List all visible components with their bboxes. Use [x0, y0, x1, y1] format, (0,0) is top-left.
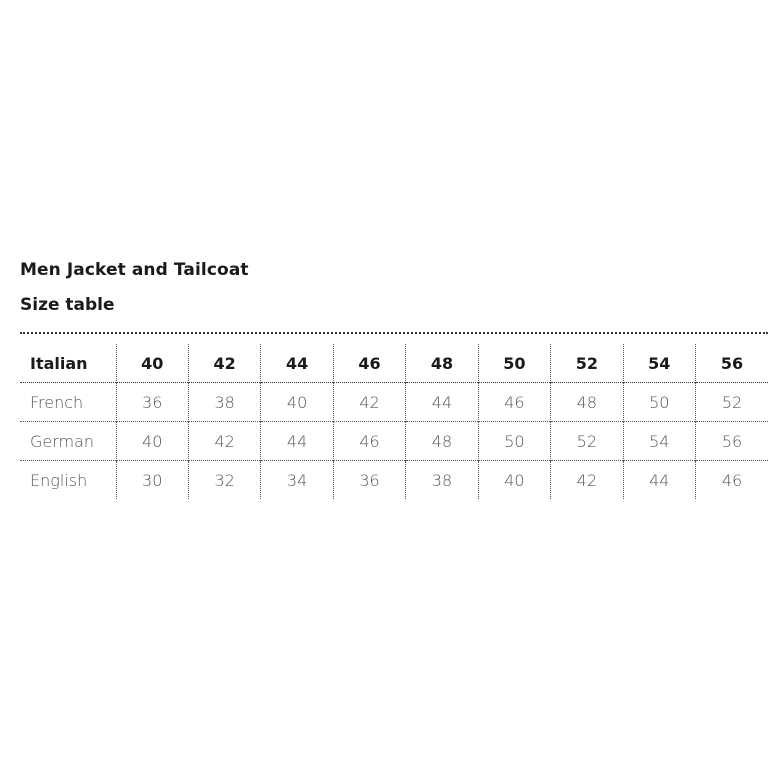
header-cell: 46	[333, 344, 405, 383]
table-cell: 48	[551, 383, 623, 422]
table-cell: 36	[333, 461, 405, 500]
header-cell: 48	[406, 344, 478, 383]
table-row	[20, 422, 768, 461]
page-title: Men Jacket and Tailcoat	[20, 260, 249, 280]
table-cell: 54	[623, 422, 695, 461]
row-label: German	[20, 422, 116, 461]
table-cell: 46	[478, 383, 550, 422]
dotted-divider	[20, 332, 768, 334]
header-cell: 40	[116, 344, 188, 383]
table-cell: 34	[261, 461, 333, 500]
table-cell: 48	[406, 422, 478, 461]
table-cell: 40	[261, 383, 333, 422]
table-cell: 56	[696, 422, 768, 461]
table-cell: 40	[478, 461, 550, 500]
table-cell: 32	[188, 461, 260, 500]
table-cell: 52	[551, 422, 623, 461]
size-table	[20, 344, 768, 499]
header-cell: 54	[623, 344, 695, 383]
table-cell: 52	[696, 383, 768, 422]
table-row	[20, 461, 768, 500]
table-cell: 42	[551, 461, 623, 500]
table-cell: 38	[188, 383, 260, 422]
table-cell: 44	[406, 383, 478, 422]
header-cell: 42	[188, 344, 260, 383]
table-cell: 38	[406, 461, 478, 500]
page-subtitle: Size table	[20, 295, 115, 315]
table-cell: 42	[333, 383, 405, 422]
table-cell: 50	[478, 422, 550, 461]
table-row	[20, 383, 768, 422]
table-cell: 30	[116, 461, 188, 500]
header-cell: 44	[261, 344, 333, 383]
row-label: French	[20, 383, 116, 422]
table-cell: 46	[696, 461, 768, 500]
table-cell: 46	[333, 422, 405, 461]
header-cell: 56	[696, 344, 768, 383]
table-cell: 36	[116, 383, 188, 422]
table-cell: 42	[188, 422, 260, 461]
table-cell: 44	[261, 422, 333, 461]
table-cell: 44	[623, 461, 695, 500]
row-label: English	[20, 461, 116, 500]
header-cell: 50	[478, 344, 550, 383]
table-cell: 50	[623, 383, 695, 422]
table-cell: 40	[116, 422, 188, 461]
header-label: Italian	[30, 353, 88, 373]
header-cell: 52	[551, 344, 623, 383]
table-header-row	[20, 344, 768, 383]
